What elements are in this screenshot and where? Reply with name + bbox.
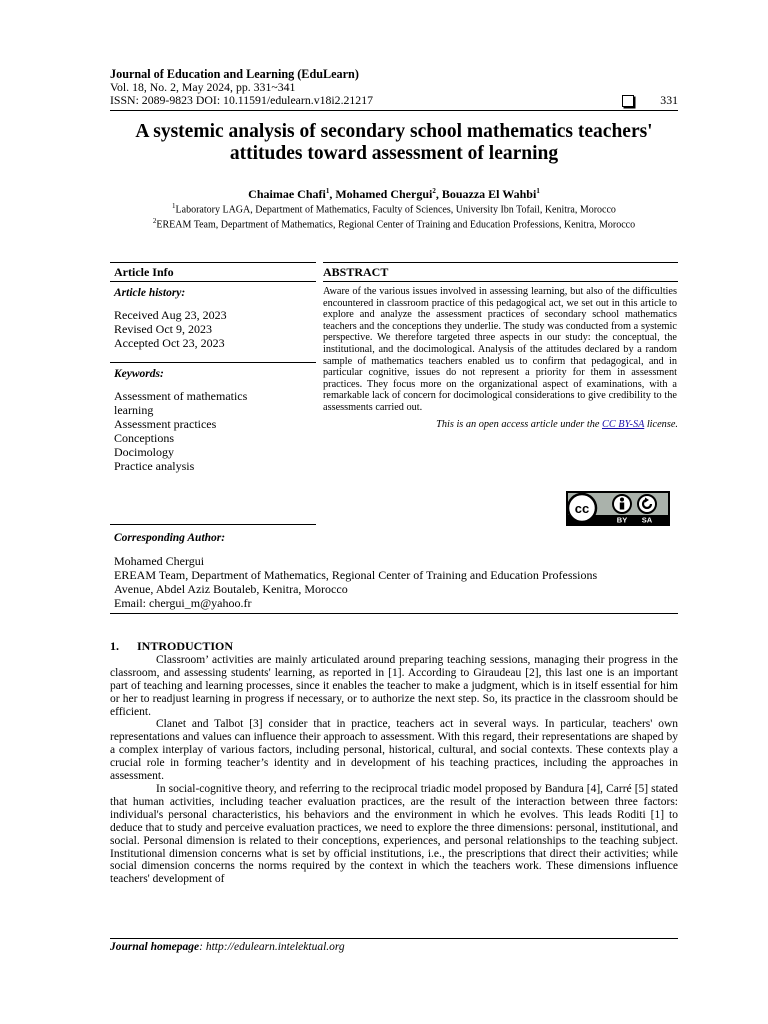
author-3-sup: 1 bbox=[536, 187, 540, 195]
affiliation-1-sup: 1 bbox=[172, 202, 176, 210]
keyword-item: Practice analysis bbox=[114, 459, 195, 473]
author-2: Mohamed Chergui bbox=[335, 187, 433, 201]
info-heading-rule bbox=[110, 281, 316, 282]
intro-paragraph-1: Classroom’ activities are mainly articulated around preparing teaching sessions, managing their progress in the classroom, and assessing students' learning, as reported in [1]. According to Giraudeau [2], this last one is an important part of teaching and learning processes, since it enables the teacher to make a judgment, which is in itself essential for him or her to readjust learning in progress if necessary, or to authorize the next step. So, its practice in the classroom should be efficient. bbox=[110, 653, 678, 718]
title-line-1: A systemic analysis of secondary school mathematics teachers' bbox=[135, 121, 653, 142]
author-list: Chaimae Chafi$^1$, Mohamed Chergui$^2$, Bouazza El Wahbi$^1$ bbox=[248, 187, 540, 201]
open-access-note bbox=[313, 419, 678, 431]
affiliation-1 bbox=[110, 201, 678, 216]
cc-by-sa-link[interactable]: CC BY-SA bbox=[602, 418, 645, 430]
article-info-column bbox=[110, 262, 316, 473]
abstract-text: Aware of the various issues involved in assessing learning, but also of the difficulties encountered in classroom practice of this pedagogical act, we set out in this article to explore and analyze the assessment practices of secondary school mathematics teachers and the conceptions they underlie. The study was conducted from a systemic perspective. We therefore targeted three aspects in our study: the conceptual, the institutional, and the docimological. Analysis of the attitudes declared by a random sample of mathematics teachers enabled us to confirm that pedagogical, and in particular cognitive, issues do not represent a priority for them in assessment practices. They focus more on the organizational aspect of examinations, with a remarkable lack of concern for docimological considerations to give credibility to the assessments carried out. bbox=[323, 286, 677, 413]
abstract-heading-rule bbox=[323, 281, 678, 282]
page-header bbox=[110, 67, 678, 886]
corresponding-label: Corresponding Author: bbox=[114, 532, 226, 544]
keyword-item: Assessment of mathematics bbox=[114, 389, 248, 403]
issn-line: ISSN: 2089-9823 DOI: 10.11591/edulearn.v18i2.21217 bbox=[110, 93, 374, 107]
introduction-section bbox=[110, 640, 678, 886]
corr-bottom-rule bbox=[110, 613, 678, 614]
by-label: BY bbox=[616, 515, 628, 525]
history-rule bbox=[110, 362, 316, 363]
history-label: Article history: bbox=[114, 287, 186, 299]
keyword-item: Conceptions bbox=[114, 431, 174, 445]
author-2-sup: 2 bbox=[432, 187, 436, 195]
accepted-date: Accepted Oct 23, 2023 bbox=[114, 336, 225, 350]
abstract-column bbox=[313, 262, 678, 431]
homepage-sep: : bbox=[199, 941, 206, 953]
affiliation-2-text: EREAM Team, Department of Mathematics, Regional Center of Training and Education Professions, Kenitra, Morocco bbox=[156, 219, 636, 231]
oa-suffix: license. bbox=[644, 418, 678, 430]
abstract-heading: ABSTRACT bbox=[323, 265, 389, 279]
intro-paragraph-2: Clanet and Talbot [3] consider that in practice, teachers act in several ways. In particular, teachers' own representations and values can influence their approach to assessment. With this regard, their representations are shaped by a complex interplay of various factors, including personal, historical, cultural, and social contexts. These contexts play a crucial role in forming teacher’s identity and in development of his teaching practices, including the approaches in assessment. bbox=[110, 718, 678, 783]
sharealike-icon bbox=[638, 495, 656, 513]
keyword-item: learning bbox=[114, 403, 154, 417]
affiliation-1-text: Laboratory LAGA, Department of Mathematics, Faculty of Sciences, University Ibn Tofail, Kenitra, Morocco bbox=[175, 204, 616, 216]
paper-title bbox=[110, 121, 678, 165]
homepage-label: Journal homepage bbox=[110, 941, 200, 953]
affiliation-2 bbox=[110, 216, 678, 231]
page-number-group bbox=[622, 94, 678, 107]
square-bullet-icon bbox=[622, 95, 634, 107]
keyword-item: Docimology bbox=[114, 445, 174, 459]
affiliation-2-sup: 2 bbox=[152, 216, 157, 225]
page-number: 331 bbox=[660, 93, 678, 107]
sa-label: SA bbox=[641, 515, 653, 525]
homepage-url[interactable]: http://edulearn.intelektual.org bbox=[205, 941, 345, 953]
author-1: Chaimae Chafi bbox=[248, 187, 326, 201]
intro-paragraph-3: In social-cognitive theory, and referring to the reciprocal triadic model proposed by Bandura [4], Carré [5] stated that human activities, including teacher evaluation practices, are the result of the interaction between three factors: individual's personal characteristics, his behaviors and the environment in which he evolves. This leads Roditi [1] to deduce that to study and perceive evaluation practices, we need to explore the three dimensions: personal, institutional, and social. Personal dimension is related to their conceptions, experiences, and personal relationships to the teaching subject. Institutional dimension concerns what is set by official institutions, i.e., the prescriptions that direct their activities; while social dimension concerns the norms required by the context in which the teachers work. These dimensions influence teachers' development of bbox=[110, 782, 678, 886]
corresponding-affil-1: EREAM Team, Department of Mathematics, Regional Center of Training and Education Professions bbox=[114, 568, 598, 582]
cc-logo-text: cc bbox=[574, 501, 590, 516]
header-rule bbox=[110, 110, 678, 111]
article-info-heading: Article Info bbox=[114, 265, 174, 279]
volume-line: Vol. 18, No. 2, May 2024, pp. 331~341 bbox=[110, 80, 296, 94]
corresponding-author-block bbox=[110, 524, 678, 614]
title-line-2: attitudes toward assessment of learning bbox=[229, 143, 559, 164]
corr-top-rule bbox=[110, 524, 316, 525]
author-3: Bouazza El Wahbi bbox=[441, 187, 537, 201]
introduction-heading: 1. INTRODUCTION bbox=[110, 639, 234, 653]
cc-by-sa-license-badge[interactable] bbox=[566, 491, 670, 526]
corresponding-affil-2: Avenue, Abdel Aziz Boutaleb, Kenitra, Morocco bbox=[114, 582, 348, 596]
received-date: Received Aug 23, 2023 bbox=[114, 308, 227, 322]
keywords-label: Keywords: bbox=[114, 368, 164, 380]
author-1-sup: 1 bbox=[325, 187, 330, 195]
journal-homepage-footer bbox=[110, 938, 678, 953]
revised-date: Revised Oct 9, 2023 bbox=[114, 322, 212, 336]
corresponding-name: Mohamed Chergui bbox=[114, 554, 205, 568]
oa-prefix: This is an open access article under the bbox=[436, 418, 602, 430]
journal-name: Journal of Education and Learning (EduLearn) bbox=[110, 67, 359, 81]
issn-row bbox=[110, 94, 678, 107]
keyword-item: Assessment practices bbox=[114, 417, 217, 431]
corresponding-email: Email: chergui_m@yahoo.fr bbox=[114, 596, 252, 610]
